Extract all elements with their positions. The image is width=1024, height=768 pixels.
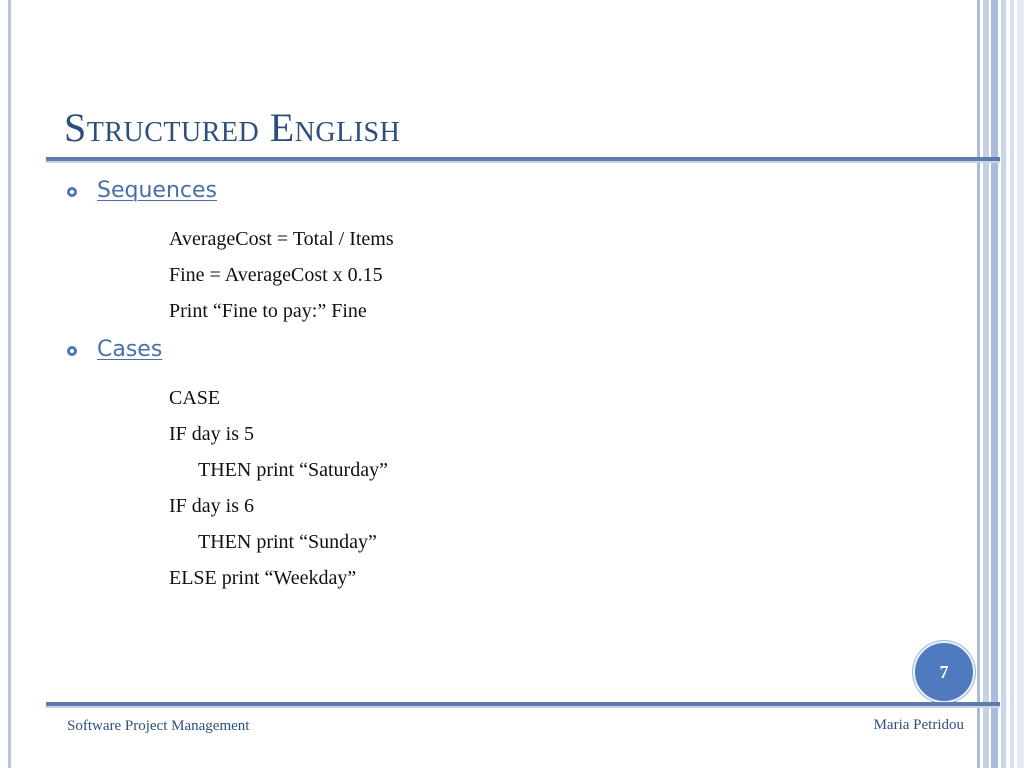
- code-line: THEN print “Sunday”: [198, 531, 377, 553]
- page-number-badge: 7: [913, 641, 975, 703]
- right-stripe: [1001, 0, 1006, 768]
- footer-divider-shadow: [46, 706, 1000, 708]
- footer-author: Maria Petridou: [873, 717, 964, 733]
- code-line: CASE: [169, 387, 221, 409]
- code-line: Print “Fine to pay:” Fine: [169, 300, 367, 322]
- code-line: AverageCost = Total / Items: [169, 228, 394, 250]
- section-heading-sequences[interactable]: Sequences: [97, 178, 217, 203]
- title-divider-shadow: [46, 161, 1000, 163]
- footer-course-title: Software Project Management: [67, 718, 250, 734]
- slide-title: Structured English: [64, 105, 401, 150]
- right-stripe: [1017, 0, 1024, 768]
- right-stripe: [983, 0, 989, 768]
- right-stripe: [977, 0, 980, 768]
- section-heading-cases[interactable]: Cases: [97, 337, 163, 362]
- code-line: IF day is 6: [169, 495, 254, 517]
- code-line: ELSE print “Weekday”: [169, 567, 357, 589]
- bullet-icon: [67, 187, 77, 197]
- code-line: IF day is 5: [169, 423, 254, 445]
- code-line: Fine = AverageCost x 0.15: [169, 264, 383, 286]
- left-border: [8, 0, 11, 768]
- code-line: THEN print “Saturday”: [198, 459, 388, 481]
- bullet-icon: [67, 346, 77, 356]
- right-stripe: [991, 0, 998, 768]
- right-stripe: [1010, 0, 1014, 768]
